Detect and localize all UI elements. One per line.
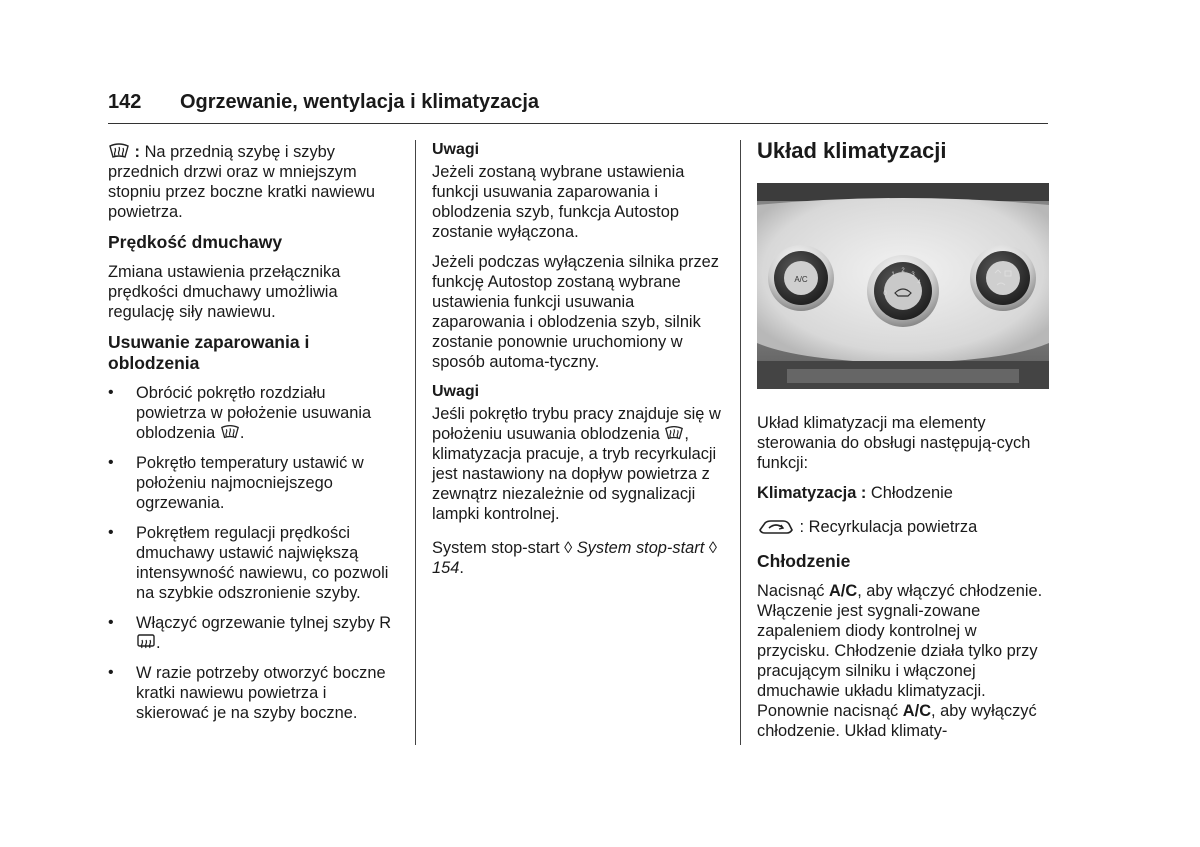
note-heading-1: Uwagi — [432, 141, 480, 158]
note-2-paragraph — [432, 404, 724, 524]
recirculation-definition — [757, 517, 1049, 537]
cooling-text-2: , aby włączyć chłodzenie. Włączenie jest sygnali-zowane zapaleniem diody kontrolnej w przycisku. Chłodzenie działa tylko przy pracującym silniku i włączonej dmuchawie układu klimatyzacji. Ponownie nacisnąć — [757, 582, 1043, 720]
reference-text: System stop-start — [432, 539, 565, 557]
note-2-text-end: , klimatyzacja pracuje, a tryb recyrkulacji jest nastawiony na dopływ powietrza z zewnątrz niezależnie od sygnalizacji lampki kontrolnej. — [432, 425, 717, 523]
reference-page[interactable]: 154 — [432, 559, 460, 577]
page-number: 142 — [108, 91, 142, 113]
ac-button-ref: A/C — [902, 702, 932, 720]
blower-speed-heading: Prędkość dmuchawy — [108, 232, 283, 252]
column-divider-2 — [740, 140, 741, 745]
windshield-text: Na przednią szybę i szyby przednich drzwi oraz w mniejszym stopniu przez boczne kratki nawiewu powietrza. — [108, 143, 375, 221]
cooling-text-3: , aby wyłączyć chłodzenie. Układ klimaty- — [757, 702, 1037, 740]
column-middle — [432, 140, 724, 588]
step-text: Włączyć ogrzewanie tylnej szyby R — [136, 614, 392, 632]
chapter-title: Ogrzewanie, wentylacja i klimatyzacja — [180, 91, 540, 113]
cooling-paragraph — [757, 581, 1049, 741]
step-text: Obrócić pokrętło rozdziału powietrza w położenie usuwania oblodzenia — [136, 384, 372, 442]
dial-number: 1 — [891, 272, 895, 278]
header-rule — [108, 123, 1048, 124]
climate-intro: Układ klimatyzacji ma elementy sterowania do obsługi następują-cych funkcji: — [757, 414, 1031, 472]
list-item — [108, 383, 400, 443]
cross-reference — [432, 538, 724, 578]
windshield-defrost-icon — [220, 423, 240, 441]
dial-number: 4 — [917, 280, 921, 286]
list-item — [108, 453, 400, 513]
cooling-text-1: Nacisnąć — [757, 582, 829, 600]
cooling-heading: Chłodzenie — [757, 551, 851, 571]
blower-speed-text: Zmiana ustawienia przełącznika prędkości dmuchawy umożliwia regulację siły nawiewu. — [108, 263, 341, 321]
note-1-paragraph-1: Jeżeli zostaną wybrane ustawienia funkcji usuwania zaparowania i oblodzenia szyb, funkcja Autostop zostanie wyłączona. — [432, 163, 685, 241]
recirculation-icon — [757, 519, 795, 535]
step-text: Pokrętłem regulacji prędkości dmuchawy ustawić największą intensywność nawiewu, co pozwoli na szybkie odszronienie szyby. — [136, 524, 389, 602]
reference-arrow-icon: ◊ — [564, 539, 573, 557]
dial-number: 2 — [901, 268, 905, 274]
list-item — [108, 663, 400, 723]
list-item — [108, 523, 400, 603]
note-heading-2: Uwagi — [432, 383, 480, 400]
windshield-paragraph — [108, 142, 400, 222]
list-item — [108, 613, 400, 653]
column-right — [757, 137, 1049, 751]
rear-window-defrost-icon — [136, 633, 156, 651]
step-end: . — [239, 424, 245, 442]
ac-button-label: A/C — [794, 275, 808, 284]
ac-text: Chłodzenie — [866, 484, 953, 502]
dial-number: 0 — [883, 291, 887, 297]
page-header — [108, 88, 1048, 124]
defog-steps-list — [108, 383, 400, 723]
ac-definition — [757, 483, 1049, 503]
windshield-defrost-icon — [108, 142, 130, 160]
windshield-separator: : — [130, 143, 145, 161]
reference-arrow-icon: ◊ — [708, 539, 717, 557]
column-left — [108, 142, 400, 733]
step-text: W razie potrzeby otworzyć boczne kratki nawiewu powietrza i skierować je na szyby boczne. — [136, 664, 386, 722]
recirculation-text: : Recyrkulacja powietrza — [795, 518, 978, 536]
dial-number: 3 — [911, 272, 915, 278]
defog-heading: Usuwanie zaparowania i oblodzenia — [108, 332, 310, 373]
windshield-defrost-icon — [664, 424, 684, 442]
climate-control-panel-photo — [757, 183, 1049, 389]
reference-end: . — [459, 559, 464, 577]
step-text: Pokrętło temperatury ustawić w położeniu najmocniejszego ogrzewania. — [136, 454, 364, 512]
note-1-paragraph-2: Jeżeli podczas wyłączenia silnika przez funkcję Autostop zostaną wybrane ustawienia funkcji usuwania zaparowania i oblodzenia szyb, silnik zostanie ponownie uruchomiony w sposób automa-tyczny. — [432, 253, 719, 371]
ac-label: Klimatyzacja : — [757, 484, 867, 502]
column-divider-1 — [415, 140, 416, 745]
reference-link[interactable]: System stop-start — [572, 539, 709, 557]
note-2-text-start: Jeśli pokrętło trybu pracy znajduje się w położeniu usuwania oblodzenia — [432, 405, 721, 443]
ac-button-ref: A/C — [828, 582, 858, 600]
section-title: Układ klimatyzacji — [757, 138, 947, 163]
step-end: . — [156, 634, 161, 652]
